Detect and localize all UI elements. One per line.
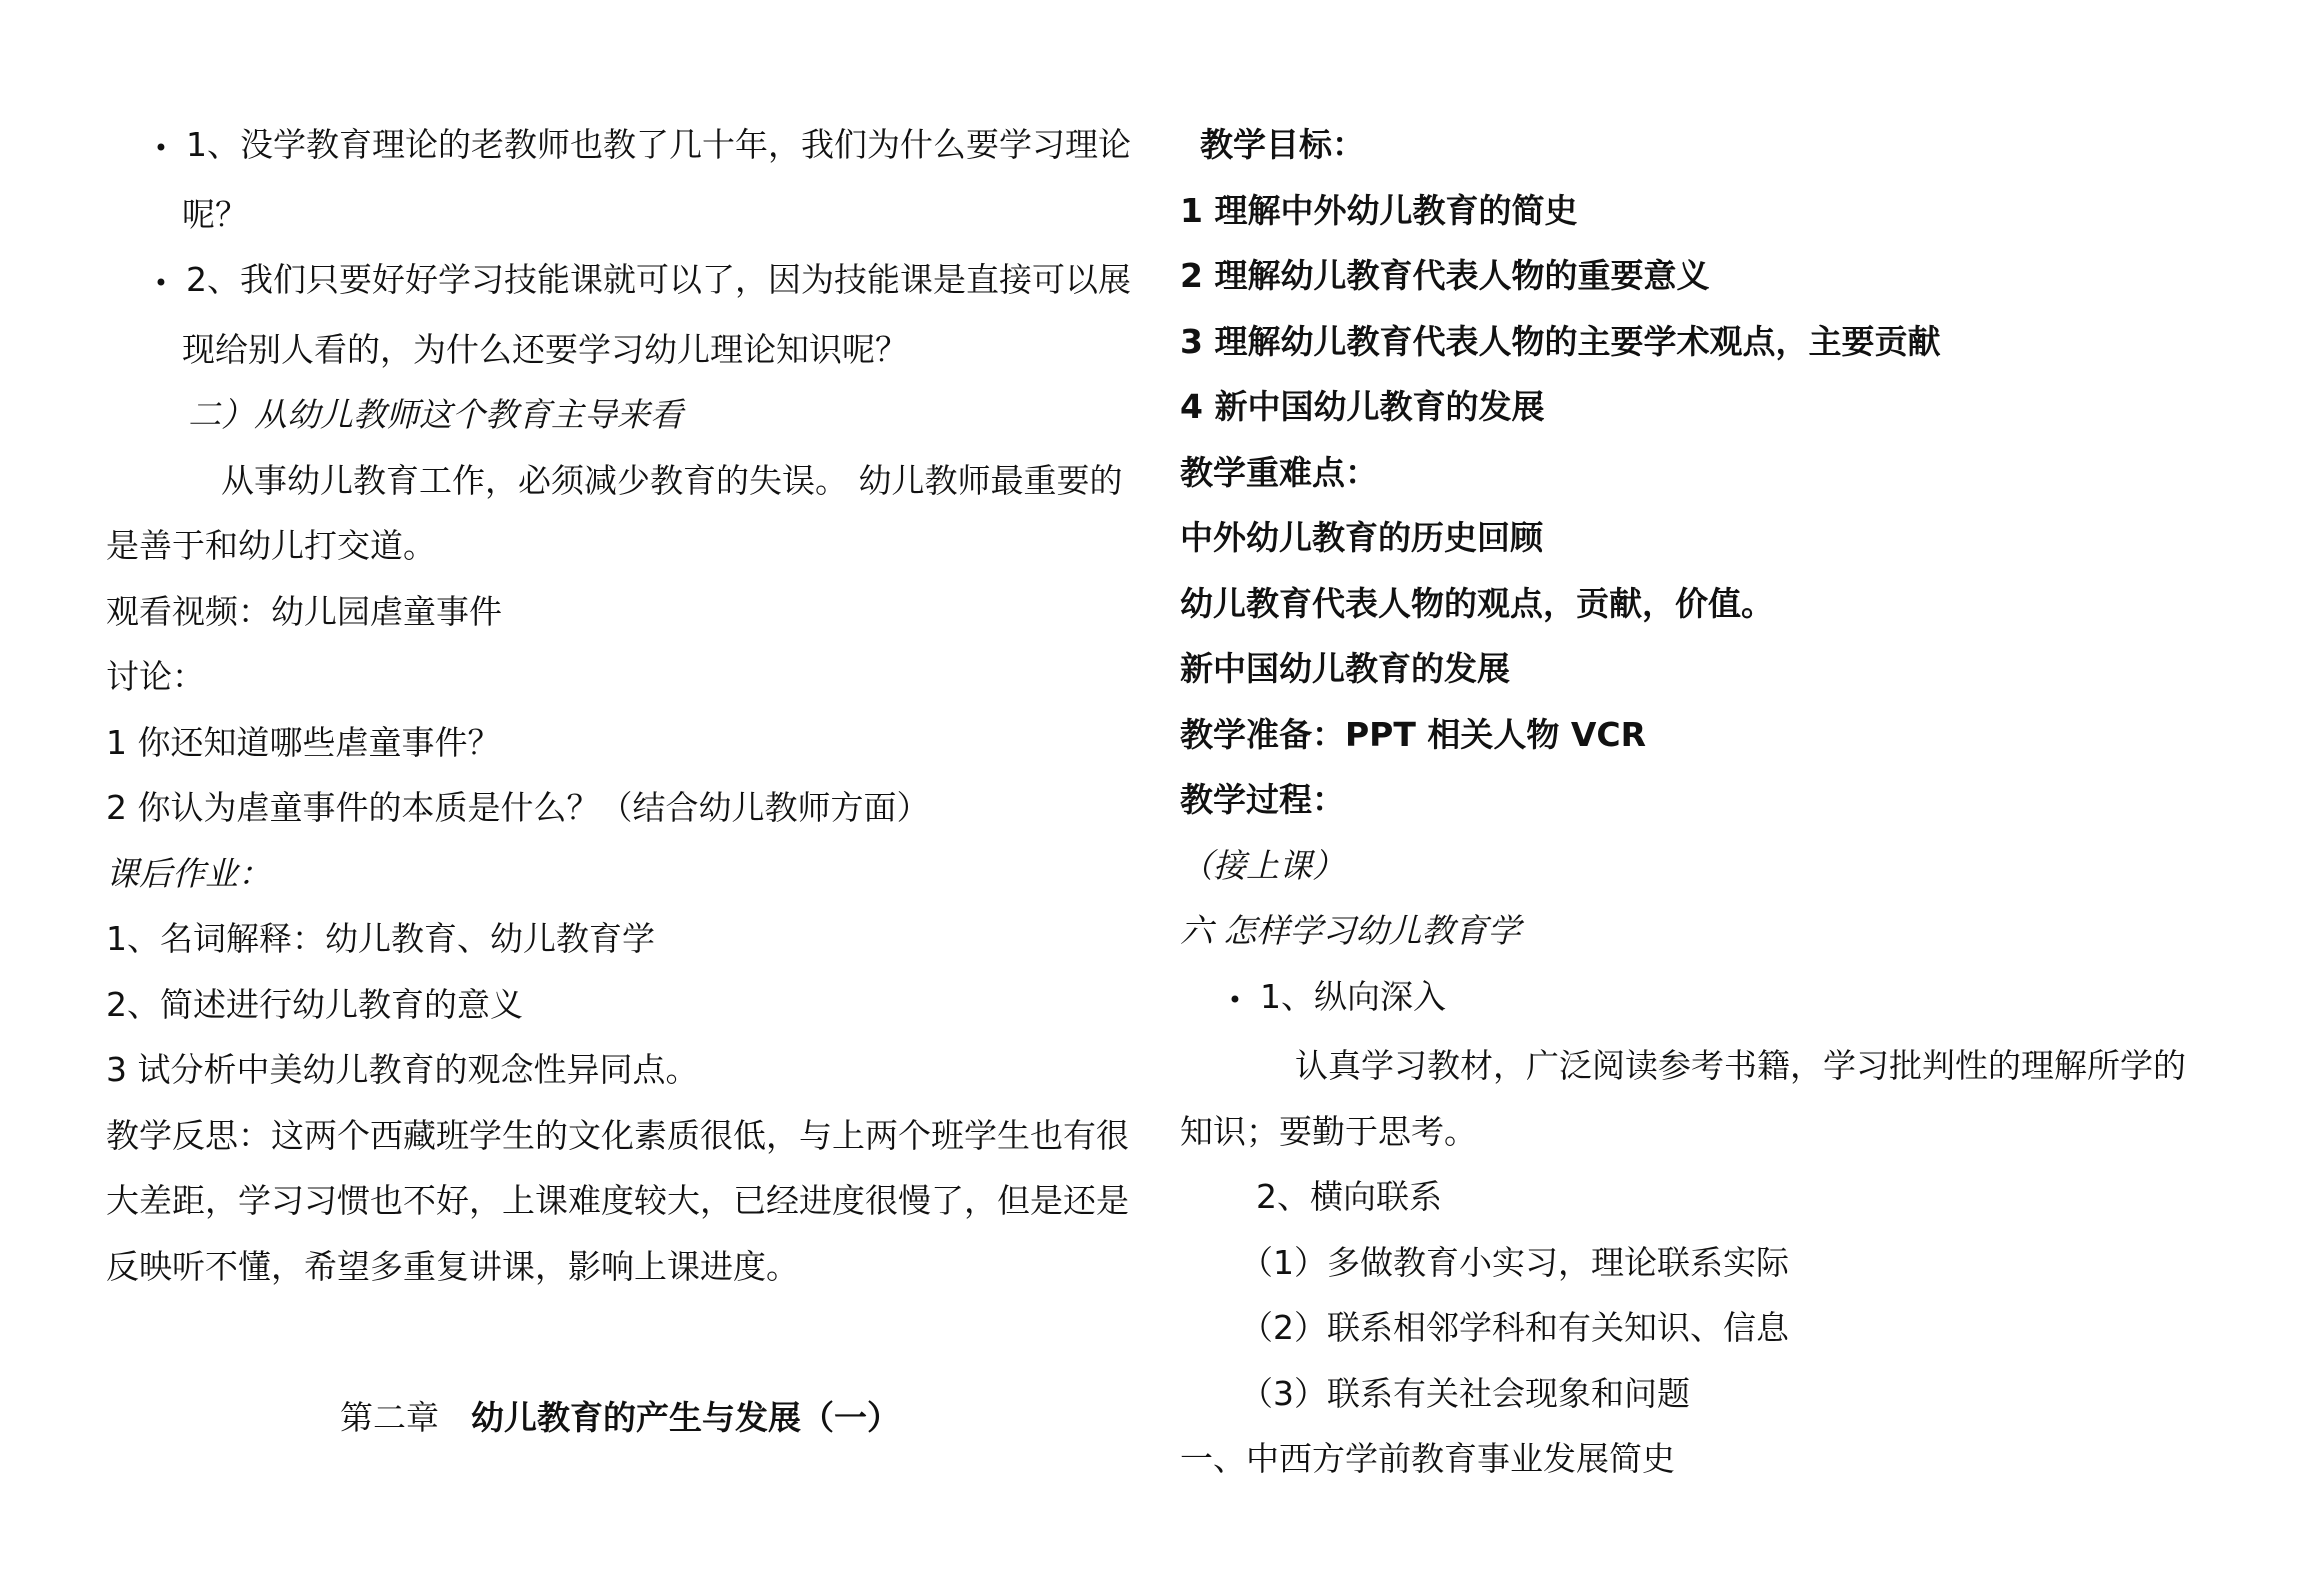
goal-item-2: 2 理解幼儿教育代表人物的重要意义 (1180, 256, 1710, 295)
reflection-line-c: 反映听不懂，希望多重复讲课，影响上课进度。 (106, 1246, 799, 1286)
paragraph-1-line-b: 是善于和幼儿打交道。 (106, 526, 436, 565)
study-method-1: 1、纵向深入 (1260, 976, 1446, 1016)
bullet-item-q1 (106, 112, 1156, 182)
key-point-2: 幼儿教育代表人物的观点，贡献，价值。 (1180, 583, 1774, 623)
study-method-1-para-a: 认真学习教材，广泛阅读参考书籍，学习批判性的理解所学的 (1295, 1046, 2186, 1085)
chapter-heading (340, 1385, 900, 1451)
question-1-continued: 呢？ (182, 194, 248, 234)
study-method-2: 2、横向联系 (1256, 1177, 1442, 1216)
video-line: 观看视频：幼儿园虐童事件 (106, 591, 502, 631)
question-2: 2、我们只要好好学习技能课就可以了，因为技能课是直接可以展 (186, 260, 1131, 299)
teaching-process-label: 教学过程： (1180, 780, 1345, 819)
reflection-line-a: 教学反思：这两个西藏班学生的文化素质很低，与上两个班学生也有很 (106, 1115, 1129, 1155)
left-column (106, 112, 1156, 1299)
key-point-3: 新中国幼儿教育的发展 (1180, 649, 1510, 688)
section-heading-2: 二）从幼儿教师这个教育主导来看 (188, 395, 683, 434)
bullet-item-s1 (1180, 964, 2240, 1034)
homework-label: 课后作业： (106, 853, 271, 893)
chapter-title: 幼儿教育的产生与发展（一） (471, 1398, 900, 1437)
connection-item-2: （2）联系相邻学科和有关知识、信息 (1240, 1308, 1789, 1347)
goals-label: 教学目标： (1200, 125, 1365, 164)
discussion-item-2: 2 你认为虐童事件的本质是什么？（结合幼儿教师方面） (106, 788, 930, 827)
history-heading: 一、中西方学前教育事业发展简史 (1180, 1439, 1675, 1478)
bullet-dot-icon: • (153, 269, 169, 297)
goal-item-3: 3 理解幼儿教育代表人物的主要学术观点，主要贡献 (1180, 321, 1941, 361)
bullet-dot-icon: • (1227, 985, 1243, 1014)
homework-item-2: 2、简述进行幼儿教育的意义 (106, 984, 523, 1024)
bullet-dot-icon: • (153, 134, 169, 162)
connection-item-1: （1）多做教育小实习，理论联系实际 (1240, 1242, 1789, 1282)
study-method-1-para-b: 知识；要勤于思考。 (1180, 1111, 1477, 1151)
chapter-number: 第二章 (340, 1398, 439, 1437)
homework-item-3: 3 试分析中美幼儿教育的观念性异同点。 (106, 1050, 699, 1089)
bullet-item-q2 (106, 247, 1156, 317)
teaching-preparation: 教学准备：PPT 相关人物 VCR (1180, 714, 1647, 754)
discussion-label: 讨论： (106, 657, 205, 696)
key-points-label: 教学重难点： (1180, 452, 1378, 492)
reflection-line-b: 大差距，学习习惯也不好，上课难度较大，已经进度很慢了，但是还是 (106, 1181, 1129, 1220)
key-point-1: 中外幼儿教育的历史回顾 (1180, 518, 1543, 557)
continued-note: （接上课） (1180, 845, 1345, 885)
connection-item-3: （3）联系有关社会现象和问题 (1240, 1373, 1690, 1413)
goal-item-4: 4 新中国幼儿教育的发展 (1180, 387, 1545, 426)
homework-item-1: 1、名词解释：幼儿教育、幼儿教育学 (106, 919, 655, 958)
right-column (1180, 112, 2240, 1492)
goal-item-1: 1 理解中外幼儿教育的简史 (1180, 190, 1578, 230)
paragraph-1-line-a: 从事幼儿教育工作，必须减少教育的失误。 幼儿教师最重要的 (221, 460, 1123, 500)
discussion-item-1: 1 你还知道哪些虐童事件？ (106, 722, 501, 762)
section-six-heading: 六 怎样学习幼儿教育学 (1180, 911, 1521, 950)
question-2-continued: 现给别人看的，为什么还要学习幼儿理论知识呢？ (182, 329, 908, 369)
question-1: 1、没学教育理论的老教师也教了几十年，我们为什么要学习理论 (186, 125, 1131, 164)
